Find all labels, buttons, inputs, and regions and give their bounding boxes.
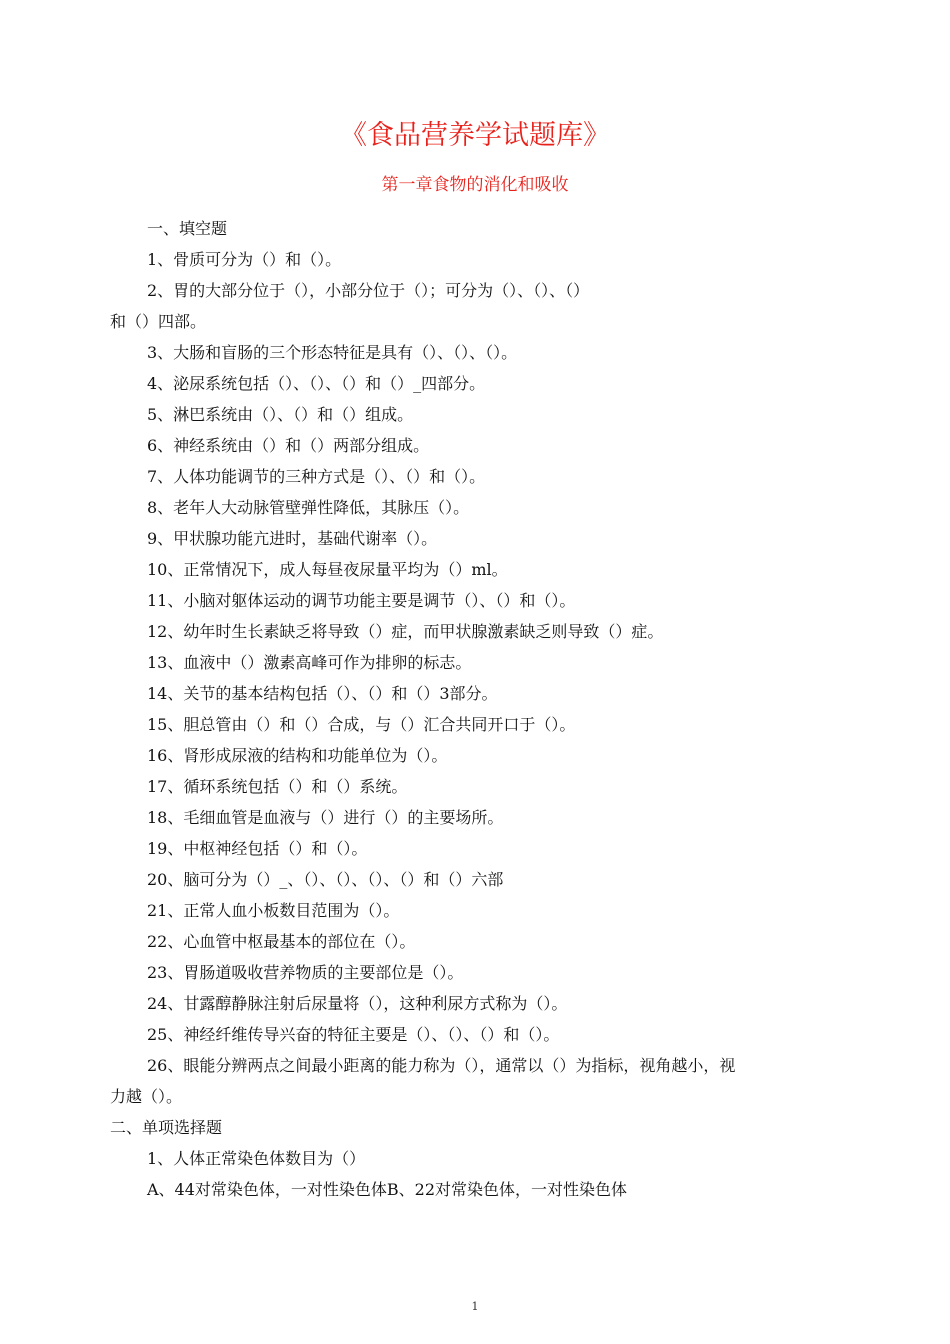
text-line: 和（）四部。: [110, 312, 207, 331]
page-number: 1: [471, 1300, 479, 1313]
text-line: 1、骨质可分为（）和（）。: [147, 250, 342, 269]
text-line: 2、胃的大部分位于（），小部分位于（）；可分为（）、（）、（）: [147, 281, 590, 300]
text-line: 11、小脑对躯体运动的调节功能主要是调节（）、（）和（）。: [147, 591, 576, 610]
text-line: 18、毛细血管是血液与（）进行（）的主要场所。: [147, 808, 504, 827]
text-line: 力越（）。: [110, 1087, 183, 1106]
chapter-title: 第一章食物的消化和吸收: [381, 175, 569, 195]
text-line: 3、大肠和盲肠的三个形态特征是具有（）、（）、（）。: [147, 343, 518, 362]
text-line: 6、神经系统由（）和（）两部分组成。: [147, 436, 430, 455]
text-line: 二、单项选择题: [110, 1118, 223, 1137]
text-line: 25、神经纤维传导兴奋的特征主要是（）、（）、（）和（）。: [147, 1025, 560, 1044]
text-line: 1、人体正常染色体数目为（）: [147, 1149, 366, 1168]
text-line: 8、老年人大动脉管壁弹性降低，其脉压（）。: [147, 498, 470, 517]
text-line: 26、眼能分辨两点之间最小距离的能力称为（），通常以（）为指标，视角越小，视: [147, 1056, 736, 1075]
text-line: 14、关节的基本结构包括（）、（）和（）3部分。: [147, 684, 498, 703]
document-body: [110, 213, 820, 1205]
text-line: 7、人体功能调节的三种方式是（）、（）和（）。: [147, 467, 486, 486]
text-line: 21、正常人血小板数目范围为（）。: [147, 901, 400, 920]
text-line: 15、胆总管由（）和（）合成，与（）汇合共同开口于（）。: [147, 715, 576, 734]
text-line: A、44对常染色体，一对性染色体B、22对常染色体，一对性染色体: [147, 1180, 628, 1199]
text-line: 20、脑可分为（）_、（）、（）、（）、（）和（）六部: [147, 870, 504, 889]
text-line: 23、胃肠道吸收营养物质的主要部位是（）。: [147, 963, 464, 982]
text-line: 5、淋巴系统由（）、（）和（）组成。: [147, 405, 414, 424]
document-title: 《食品营养学试题库》: [340, 120, 610, 151]
text-line: 24、甘露醇静脉注射后尿量将（），这种利尿方式称为（）。: [147, 994, 568, 1013]
text-line: 19、中枢神经包括（）和（）。: [147, 839, 368, 858]
text-line: 10、正常情况下，成人每昼夜尿量平均为（）ml。: [147, 560, 508, 579]
text-line: 22、心血管中枢最基本的部位在（）。: [147, 932, 416, 951]
text-line: 12、幼年时生长素缺乏将导致（）症，而甲状腺激素缺乏则导致（）症。: [147, 622, 664, 641]
text-line: 17、循环系统包括（）和（）系统。: [147, 777, 408, 796]
text-line: 4、泌尿系统包括（）、（）、（）和（）_四部分。: [147, 374, 486, 393]
text-line: 9、甲状腺功能亢进时，基础代谢率（）。: [147, 529, 438, 548]
text-line: 16、肾形成尿液的结构和功能单位为（）。: [147, 746, 448, 765]
text-line: 一、填空题: [147, 219, 228, 238]
text-line: 13、血液中（）激素高峰可作为排卵的标志。: [147, 653, 472, 672]
